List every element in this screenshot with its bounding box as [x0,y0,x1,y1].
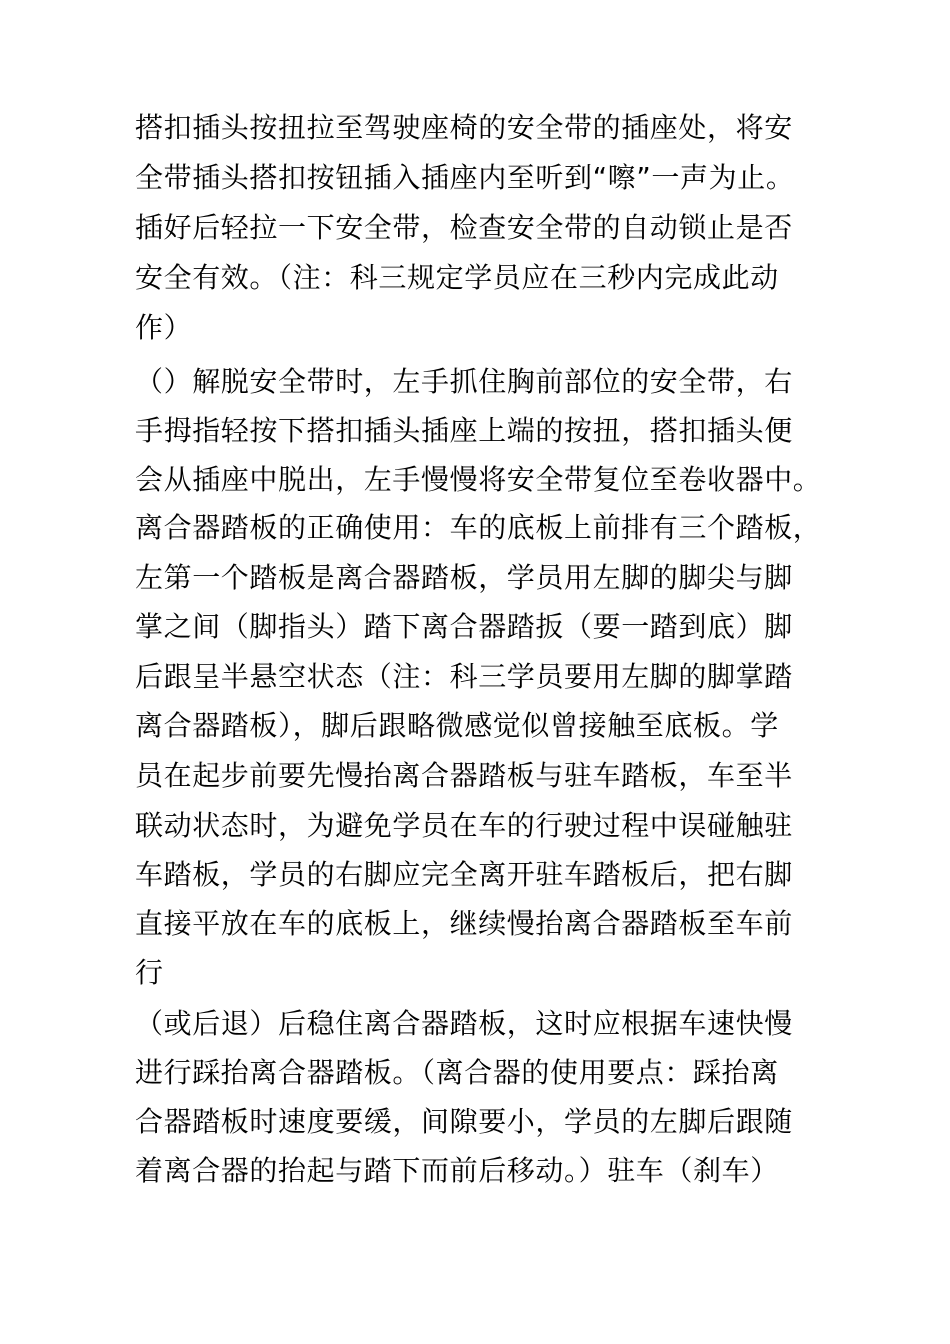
text-line: 行 [135,956,164,989]
text-line: 掌之间（脚指头）踏下离合器踏扳（要一踏到底）脚 [135,610,793,643]
text-line: 联动状态时，为避免学员在车的行驶过程中误碰触驻 [135,809,793,842]
text-line: 插好后轻拉一下安全带，检查安全带的自动锁止是否 [135,211,793,244]
text-line: 着离合器的抬起与踏下而前后移动。）驻车（刹车） [135,1154,779,1187]
text-line: 搭扣插头按扭拉至驾驶座椅的安全带的插座处，将安 [135,111,793,144]
text-line: 合器踏板时速度要缓，间隙要小，学员的左脚后跟随 [135,1105,793,1138]
text-line: 作） [135,311,193,344]
text-line: 离合器踏板），脚后跟略微感觉似曾接触至底板。学 [135,709,779,742]
text-line: （）解脱安全带时，左手抓住胸前部位的安全带，右 [135,365,793,398]
text-line: 会从插座中脱出，左手慢慢将安全带复位至卷收器中。 [135,463,822,496]
text-line: 手拇指轻按下搭扣插头插座上端的按扭，搭扣插头便 [135,414,793,447]
text-line: 后跟呈半悬空状态（注：科三学员要用左脚的脚掌踏 [135,660,793,693]
text-line: 安全有效。（注：科三规定学员应在三秒内完成此动 [135,261,779,294]
text-line: （或后退）后稳住离合器踏板，这时应根据车速快慢 [135,1007,793,1040]
text-line: 车踏板，学员的右脚应完全离开驻车踏板后，把右脚 [135,858,793,891]
text-line: 全带插头搭扣按钮插入插座内至听到“嚓”一声为止。 [135,161,795,194]
text-line: 员在起步前要先慢抬离合器踏板与驻车踏板，车至半 [135,759,793,792]
text-line: 离合器踏板的正确使用：车的底板上前排有三个踏板， [135,511,822,544]
text-line: 直接平放在车的底板上，继续慢抬离合器踏板至车前 [135,907,793,940]
text-line: 左第一个踏板是离合器踏板，学员用左脚的脚尖与脚 [135,561,793,594]
text-line: 进行踩抬离合器踏板。（离合器的使用要点：踩抬离 [135,1056,779,1089]
